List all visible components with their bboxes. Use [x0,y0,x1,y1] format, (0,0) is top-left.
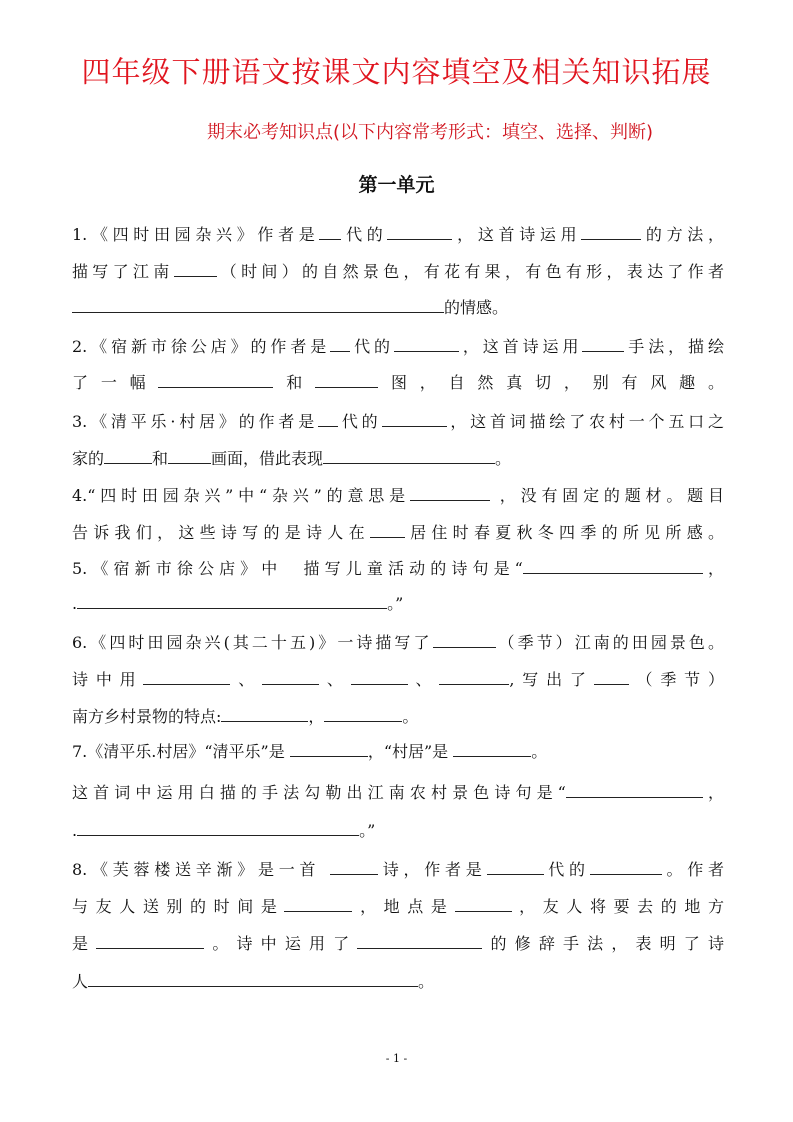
question-text: 。诗中运用了 [204,934,358,953]
question-text: ，“村居”是 [367,742,454,761]
fill-in-blank[interactable] [433,630,496,648]
fill-in-blank[interactable] [439,667,509,685]
fill-in-blank[interactable] [319,222,341,240]
question-line [72,556,724,580]
fill-in-blank[interactable] [453,739,531,757]
question-line [72,446,511,470]
question-line [72,259,724,283]
question-line [72,667,724,691]
fill-in-blank[interactable] [594,667,629,685]
question-text: 图，自然真切，别有风趣。 [378,373,724,392]
fill-in-blank[interactable] [96,931,204,949]
question-line [72,818,375,842]
fill-in-blank[interactable] [262,667,319,685]
question-line [72,409,724,433]
question-line [72,591,403,615]
question-line [72,483,724,507]
document-title: 四年级下册语文按课文内容填空及相关知识拓展 [81,55,712,89]
fill-in-blank[interactable] [582,334,624,352]
question-text: 5.《宿新市徐公店》中 描写儿童活动的诗句是“ [72,559,523,578]
question-text: 4.“四时田园杂兴”中“杂兴”的意思是 [72,486,410,505]
question-text: 的情感。 [444,298,509,317]
question-text: . [72,821,78,840]
question-text: ， [308,707,325,726]
question-text: 、 [319,670,351,689]
question-text: ，地点是 [352,897,455,916]
question-text: 居住时春夏秋冬四季的所见所感。 [404,523,724,542]
question-line [72,931,724,955]
question-text: 7.《清平乐.村居》“清平乐”是 [72,742,290,761]
question-text: 画面，借此表现 [211,449,324,468]
fill-in-blank[interactable] [357,931,482,949]
question-text: 手法，描绘 [624,337,724,356]
fill-in-blank[interactable] [168,446,211,464]
question-text: （季节） [628,670,724,689]
fill-in-blank[interactable] [330,334,350,352]
question-line [72,857,724,881]
fill-in-blank[interactable] [455,894,512,912]
fill-in-blank[interactable] [487,857,544,875]
question-text: 6.《四时田园杂兴(其二十五)》一诗描写了 [72,633,433,652]
question-line [72,780,724,804]
question-text: 3.《清平乐·村居》的作者是 [72,412,319,431]
fill-in-blank[interactable] [351,667,408,685]
fill-in-blank[interactable] [382,409,447,427]
question-text: 、 [407,670,440,689]
fill-in-blank[interactable] [394,334,459,352]
question-text: 人 [72,972,89,991]
question-text: ， [702,559,724,578]
question-text: 的方法， [641,225,724,244]
page-number: - 1 - [385,1052,408,1065]
question-text: 家的 [72,449,105,468]
question-text: 。 [402,707,419,726]
fill-in-blank[interactable] [158,370,273,388]
question-text: ，这首词描绘了农村一个五口之 [446,412,724,431]
question-text: 代的 [350,337,394,356]
question-line [72,969,434,993]
question-text: 与友人送别的时间是 [72,897,285,916]
question-text: ,写出了 [509,670,594,689]
question-text: 。” [387,594,404,613]
question-text: （季节）江南的田园景色。 [495,633,724,652]
question-text: 。作者 [661,860,724,879]
question-text: 。 [495,449,512,468]
fill-in-blank[interactable] [566,780,703,798]
question-line [72,704,418,728]
question-text: 和 [273,373,316,392]
question-text: 8.《芙蓉楼送辛渐》是一首 [72,860,331,879]
question-line [72,370,724,394]
fill-in-blank[interactable] [284,894,352,912]
question-text: ，这首诗运用 [452,225,582,244]
question-text: （时间）的自然景色，有花有果，有色有形，表达了作者 [216,262,724,281]
question-text: 1.《四时田园杂兴》作者是 [72,225,320,244]
fill-in-blank[interactable] [290,739,368,757]
question-text: 南方乡村景物的特点: [72,707,222,726]
question-text: 这首词中运用白描的手法勾勒出江南农村景色诗句是“ [72,783,566,802]
question-text: 诗中用 [72,670,144,689]
question-line [72,222,724,246]
question-text: . [72,594,78,613]
fill-in-blank[interactable] [318,409,338,427]
unit-heading: 第一单元 [358,174,435,196]
fill-in-blank[interactable] [410,483,490,501]
question-text: 2.《宿新市徐公店》的作者是 [72,337,331,356]
fill-in-blank[interactable] [174,259,217,277]
question-line [72,894,724,918]
fill-in-blank[interactable] [590,857,662,875]
question-text: 告诉我们，这些诗写的是诗人在 [72,523,370,542]
fill-in-blank[interactable] [88,969,418,987]
question-text: ，这首诗运用 [458,337,583,356]
question-line [72,334,724,358]
question-text: 诗，作者是 [378,860,487,879]
question-text: 。 [418,972,435,991]
question-text: 描写了江南 [72,262,174,281]
question-text: 了一幅 [72,373,159,392]
question-text: 代的 [543,860,590,879]
question-text: 。” [359,821,376,840]
fill-in-blank[interactable] [77,818,359,836]
fill-in-blank[interactable] [324,704,402,722]
fill-in-blank[interactable] [315,370,378,388]
question-text: 、 [230,670,263,689]
question-line [72,295,508,319]
question-text: ，没有固定的题材。题目 [489,486,724,505]
question-text: 代的 [341,225,388,244]
fill-in-blank[interactable] [387,222,452,240]
fill-in-blank[interactable] [323,446,495,464]
fill-in-blank[interactable] [72,295,444,313]
question-line [72,520,724,544]
fill-in-blank[interactable] [143,667,230,685]
fill-in-blank[interactable] [104,446,152,464]
fill-in-blank[interactable] [370,520,405,538]
document-subtitle: 期末必考知识点(以下内容常考形式：填空、选择、判断) [206,122,654,143]
question-text: 和 [152,449,169,468]
fill-in-blank[interactable] [77,591,387,609]
fill-in-blank[interactable] [330,857,378,875]
question-text: ，友人将要去的地方 [511,897,724,916]
question-line [72,739,547,763]
question-text: 的修辞手法，表明了诗 [482,934,724,953]
fill-in-blank[interactable] [523,556,703,574]
question-text: 。 [531,742,548,761]
question-text: ， [702,783,724,802]
fill-in-blank[interactable] [221,704,308,722]
question-text: 是 [72,934,97,953]
fill-in-blank[interactable] [581,222,641,240]
question-line [72,630,724,654]
question-text: 代的 [338,412,382,431]
